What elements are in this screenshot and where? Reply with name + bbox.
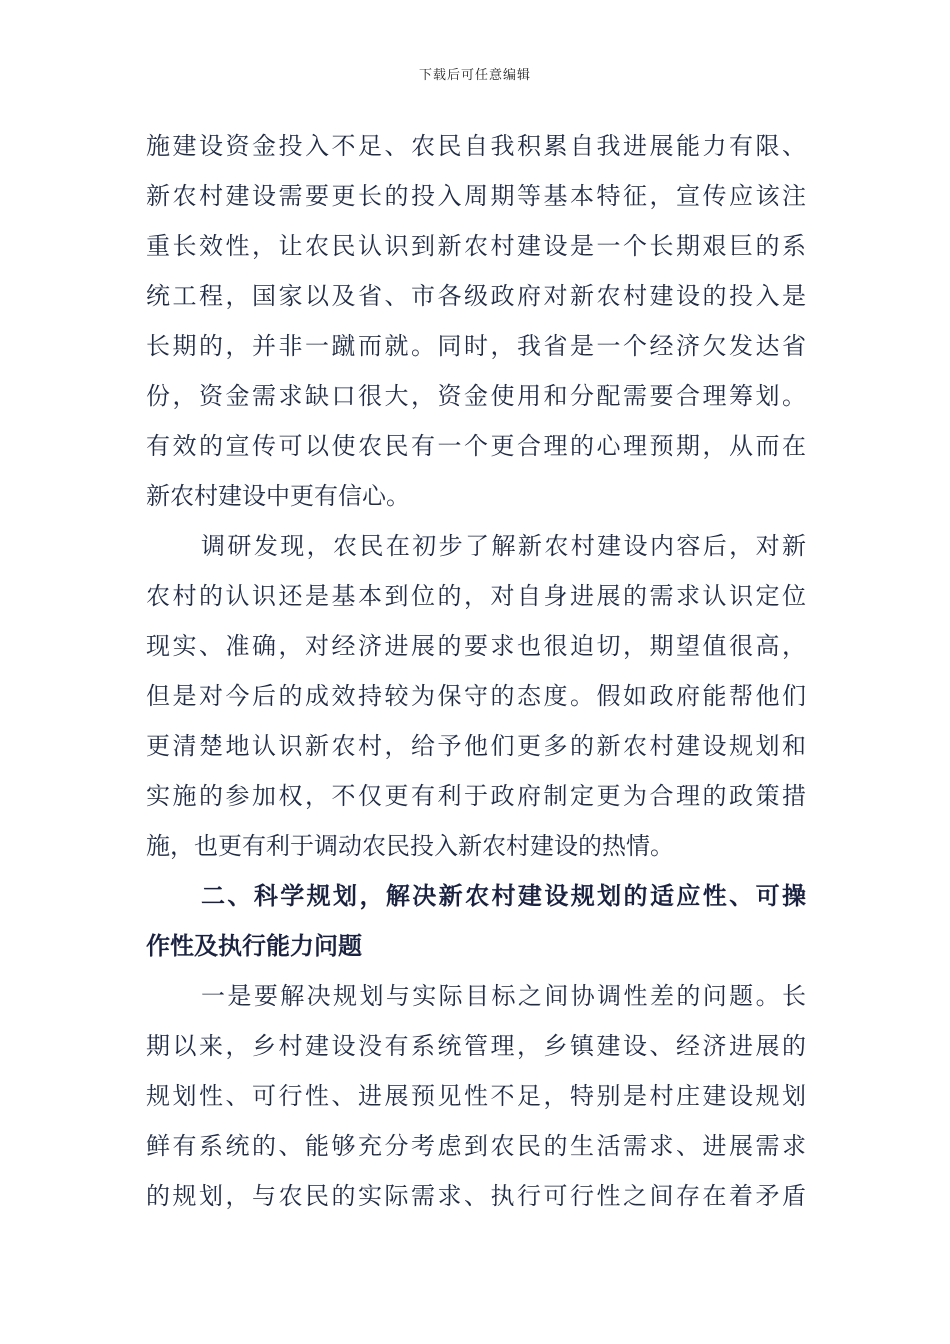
text-line: 长期的，并非一蹴而就。同时，我省是一个经济欠发达省 [146, 332, 806, 360]
document-body [146, 121, 806, 1221]
text-line: 鲜有系统的、能够充分考虑到农民的生活需求、进展需求 [146, 1132, 806, 1160]
text-line: 份，资金需求缺口很大，资金使用和分配需要合理筹划。 [146, 382, 806, 410]
text-line: 施，也更有利于调动农民投入新农村建设的热情。 [146, 832, 674, 860]
text-line: 一是要解决规划与实际目标之间协调性差的问题。长 [201, 982, 806, 1010]
text-line: 施建设资金投入不足、农民自我积累自我进展能力有限、 [146, 132, 806, 160]
section-heading: 作性及执行能力问题 [146, 931, 362, 960]
text-line: 但是对今后的成效持较为保守的态度。假如政府能帮他们 [146, 682, 806, 710]
page-header: 下载后可任意编辑 [418, 68, 531, 83]
text-line: 规划性、可行性、进展预见性不足，特别是村庄建设规划 [146, 1082, 806, 1110]
text-line: 的规划，与农民的实际需求、执行可行性之间存在着矛盾 [146, 1182, 806, 1210]
text-line: 更清楚地认识新农村，给予他们更多的新农村建设规划和 [146, 732, 806, 760]
text-line: 统工程，国家以及省、市各级政府对新农村建设的投入是 [146, 282, 806, 310]
text-line: 新农村建设中更有信心。 [146, 482, 410, 510]
text-line: 农村的认识还是基本到位的，对自身进展的需求认识定位 [146, 582, 806, 610]
text-line: 新农村建设需要更长的投入周期等基本特征，宣传应该注 [146, 182, 806, 210]
text-line: 调研发现，农民在初步了解新农村建设内容后，对新 [201, 532, 806, 560]
text-line: 期以来，乡村建设没有系统管理，乡镇建设、经济进展的 [146, 1032, 806, 1060]
text-line: 实施的参加权，不仅更有利于政府制定更为合理的政策措 [146, 782, 806, 810]
text-line: 有效的宣传可以使农民有一个更合理的心理预期，从而在 [146, 432, 806, 460]
section-heading: 二、科学规划，解决新农村建设规划的适应性、可操 [201, 881, 806, 910]
text-line: 现实、准确，对经济进展的要求也很迫切，期望值很高， [146, 632, 806, 660]
text-line: 重长效性，让农民认识到新农村建设是一个长期艰巨的系 [146, 232, 806, 260]
